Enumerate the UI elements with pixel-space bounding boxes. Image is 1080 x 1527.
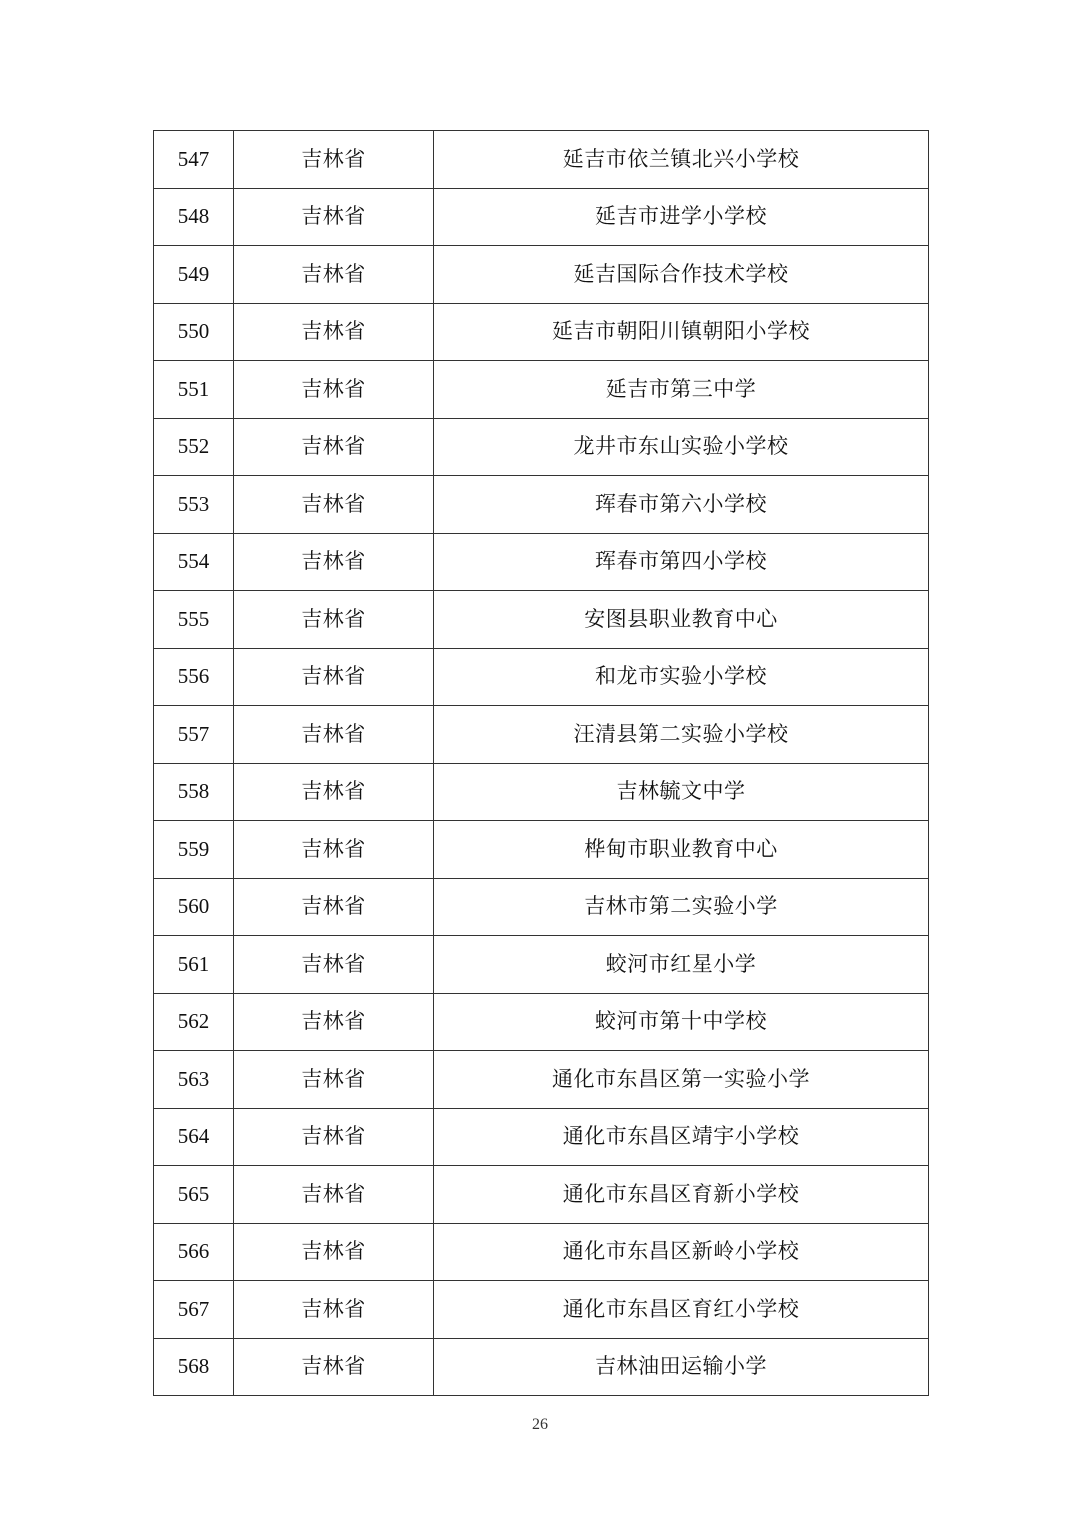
province-name: 吉林省 [234,361,434,419]
school-name: 汪清县第二实验小学校 [434,706,929,764]
school-name: 蛟河市红星小学 [434,936,929,994]
row-number: 560 [154,878,234,936]
province-name: 吉林省 [234,706,434,764]
school-name: 延吉市第三中学 [434,361,929,419]
table-row [154,476,929,534]
table-row [154,1166,929,1224]
province-name: 吉林省 [234,131,434,189]
province-name: 吉林省 [234,1051,434,1109]
province-name: 吉林省 [234,476,434,534]
province-name: 吉林省 [234,936,434,994]
table-row [154,821,929,879]
province-name: 吉林省 [234,648,434,706]
table-row [154,246,929,304]
row-number: 555 [154,591,234,649]
school-name: 珲春市第六小学校 [434,476,929,534]
row-number: 554 [154,533,234,591]
row-number: 565 [154,1166,234,1224]
table-row [154,1108,929,1166]
school-name: 延吉市依兰镇北兴小学校 [434,131,929,189]
table-row [154,591,929,649]
school-name: 延吉市进学小学校 [434,188,929,246]
table-row [154,936,929,994]
school-name: 通化市东昌区第一实验小学 [434,1051,929,1109]
province-name: 吉林省 [234,993,434,1051]
row-number: 547 [154,131,234,189]
school-name: 通化市东昌区育新小学校 [434,1166,929,1224]
province-name: 吉林省 [234,188,434,246]
school-name: 吉林毓文中学 [434,763,929,821]
table-row [154,1223,929,1281]
row-number: 551 [154,361,234,419]
school-name: 蛟河市第十中学校 [434,993,929,1051]
province-name: 吉林省 [234,763,434,821]
school-name: 吉林市第二实验小学 [434,878,929,936]
table-row [154,533,929,591]
province-name: 吉林省 [234,303,434,361]
province-name: 吉林省 [234,1166,434,1224]
page-number: 26 [532,1416,548,1433]
province-name: 吉林省 [234,1338,434,1396]
province-name: 吉林省 [234,1108,434,1166]
row-number: 561 [154,936,234,994]
school-name: 桦甸市职业教育中心 [434,821,929,879]
school-name: 通化市东昌区靖宇小学校 [434,1108,929,1166]
row-number: 549 [154,246,234,304]
school-name: 龙井市东山实验小学校 [434,418,929,476]
row-number: 563 [154,1051,234,1109]
table-row [154,188,929,246]
school-list-table [153,130,929,1396]
row-number: 550 [154,303,234,361]
table-row [154,993,929,1051]
school-name: 安图县职业教育中心 [434,591,929,649]
table-row [154,1051,929,1109]
table-row [154,303,929,361]
school-name: 延吉市朝阳川镇朝阳小学校 [434,303,929,361]
school-name: 通化市东昌区育红小学校 [434,1281,929,1339]
table-row [154,878,929,936]
school-name: 吉林油田运输小学 [434,1338,929,1396]
school-name: 通化市东昌区新岭小学校 [434,1223,929,1281]
province-name: 吉林省 [234,821,434,879]
table-row [154,1338,929,1396]
row-number: 564 [154,1108,234,1166]
province-name: 吉林省 [234,878,434,936]
row-number: 562 [154,993,234,1051]
province-name: 吉林省 [234,246,434,304]
table-row [154,706,929,764]
province-name: 吉林省 [234,533,434,591]
school-name: 和龙市实验小学校 [434,648,929,706]
row-number: 557 [154,706,234,764]
row-number: 553 [154,476,234,534]
table-row [154,131,929,189]
table-row [154,763,929,821]
province-name: 吉林省 [234,418,434,476]
row-number: 559 [154,821,234,879]
table-row [154,418,929,476]
province-name: 吉林省 [234,591,434,649]
row-number: 568 [154,1338,234,1396]
row-number: 567 [154,1281,234,1339]
school-list-body [154,131,929,1396]
row-number: 552 [154,418,234,476]
school-name: 珲春市第四小学校 [434,533,929,591]
row-number: 556 [154,648,234,706]
table-row [154,361,929,419]
row-number: 558 [154,763,234,821]
table-row [154,648,929,706]
province-name: 吉林省 [234,1281,434,1339]
row-number: 566 [154,1223,234,1281]
table-row [154,1281,929,1339]
row-number: 548 [154,188,234,246]
school-name: 延吉国际合作技术学校 [434,246,929,304]
province-name: 吉林省 [234,1223,434,1281]
